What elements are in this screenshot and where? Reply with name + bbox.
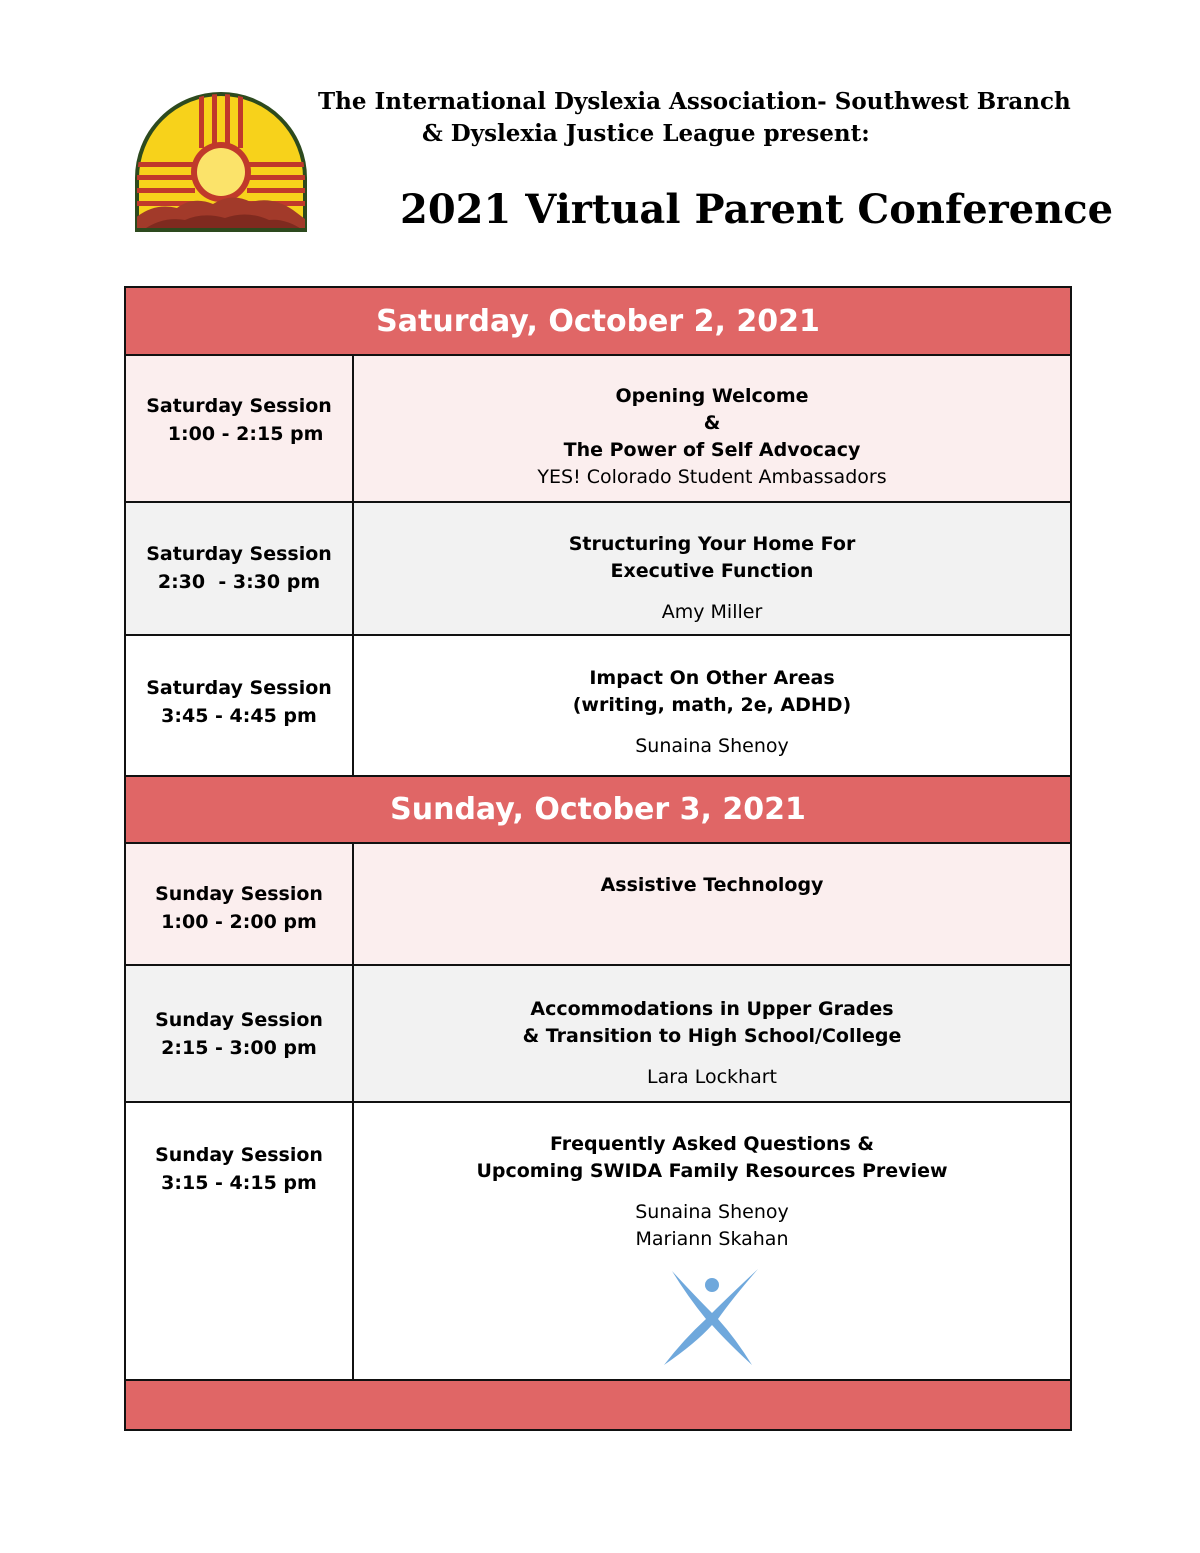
session-row xyxy=(126,966,1070,1103)
session-time: 1:00 - 2:00 pm xyxy=(161,911,317,933)
session-title-line: & Transition to High School/College xyxy=(522,1025,902,1047)
session-presenter: Lara Lockhart xyxy=(647,1066,777,1088)
session-time-cell xyxy=(126,844,354,964)
session-time: 2:30 - 3:30 pm xyxy=(157,571,321,593)
session-label: Saturday Session xyxy=(146,677,332,699)
presenters-line-1: The International Dyslexia Association- Southwest Branch xyxy=(318,88,1071,115)
session-title-line: Accommodations in Upper Grades xyxy=(530,998,894,1020)
session-presenter: Amy Miller xyxy=(661,601,763,623)
session-time: 2:15 - 3:00 pm xyxy=(161,1037,317,1059)
session-title-line: Impact On Other Areas xyxy=(589,667,835,689)
session-presenter: Sunaina Shenoy xyxy=(635,1201,789,1223)
session-title-line: Frequently Asked Questions & xyxy=(550,1133,874,1155)
day-header-sunday xyxy=(126,777,1070,844)
session-label: Saturday Session xyxy=(146,543,332,565)
session-presenter: Sunaina Shenoy xyxy=(635,735,789,757)
session-title-line: & xyxy=(703,412,721,434)
session-title-line: (writing, math, 2e, ADHD) xyxy=(572,694,852,716)
session-title-line: Assistive Technology xyxy=(600,874,824,896)
day-header-label: Sunday, October 3, 2021 xyxy=(390,792,806,827)
session-label: Sunday Session xyxy=(155,883,323,905)
session-row xyxy=(126,356,1070,503)
schedule-table xyxy=(124,286,1072,1431)
session-row xyxy=(126,636,1070,777)
presenters-line-2: & Dyslexia Justice League present: xyxy=(422,120,870,147)
session-title-line: Structuring Your Home For xyxy=(568,533,856,555)
session-title-line: Opening Welcome xyxy=(615,385,809,407)
presenters-heading xyxy=(318,86,1071,150)
footer-band xyxy=(126,1381,1070,1429)
session-presenter: Mariann Skahan xyxy=(635,1228,789,1250)
session-title-line: Upcoming SWIDA Family Resources Preview xyxy=(476,1160,948,1182)
session-time: 3:15 - 4:15 pm xyxy=(161,1172,317,1194)
session-description-cell xyxy=(354,636,1070,775)
session-label: Saturday Session xyxy=(146,395,332,417)
session-row xyxy=(126,503,1070,636)
dyslexia-justice-league-figure-icon xyxy=(662,1267,762,1367)
session-description-cell xyxy=(354,966,1070,1101)
conference-title: 2021 Virtual Parent Conference xyxy=(400,186,1114,233)
zia-sun-logo-icon xyxy=(133,92,309,234)
session-row xyxy=(126,844,1070,966)
session-description-cell xyxy=(354,356,1070,501)
session-time-cell xyxy=(126,1103,354,1379)
session-label: Sunday Session xyxy=(155,1144,323,1166)
session-row xyxy=(126,1103,1070,1381)
session-title-line: The Power of Self Advocacy xyxy=(563,439,861,461)
day-header-saturday xyxy=(126,288,1070,356)
session-description-cell xyxy=(354,844,1070,964)
session-description-cell xyxy=(354,503,1070,634)
session-presenter: YES! Colorado Student Ambassadors xyxy=(537,466,887,488)
day-header-label: Saturday, October 2, 2021 xyxy=(376,303,820,339)
session-label: Sunday Session xyxy=(155,1009,323,1031)
session-time-cell xyxy=(126,966,354,1101)
session-time: 3:45 - 4:45 pm xyxy=(161,705,317,727)
session-time-cell xyxy=(126,356,354,501)
session-time-cell xyxy=(126,503,354,634)
session-time-cell xyxy=(126,636,354,775)
session-time: 1:00 - 2:15 pm xyxy=(154,423,324,445)
session-title-line: Executive Function xyxy=(610,560,814,582)
session-description-cell xyxy=(354,1103,1070,1379)
